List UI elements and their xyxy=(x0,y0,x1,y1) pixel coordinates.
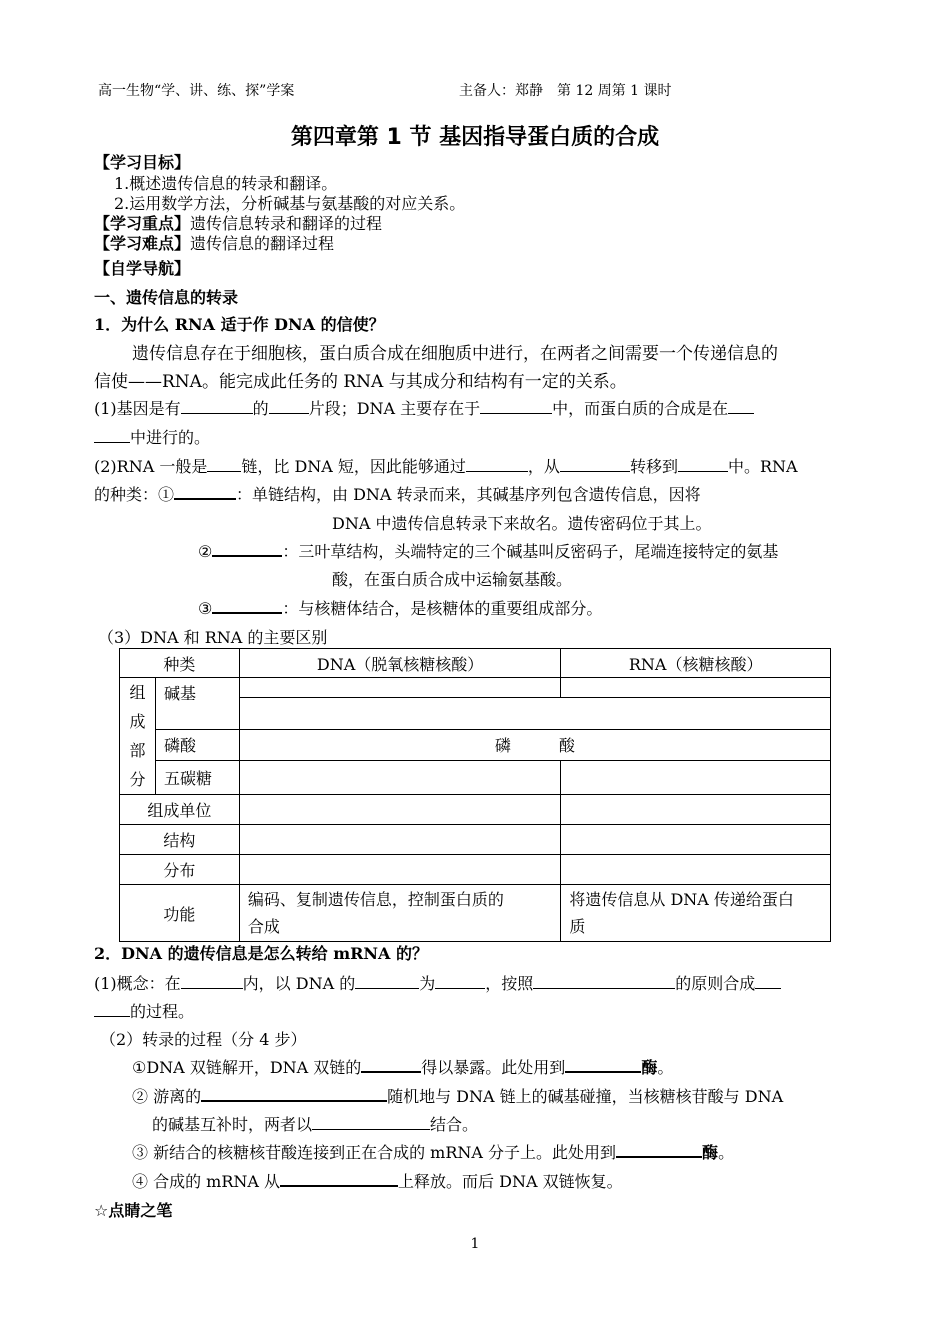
fill-line-4 xyxy=(94,482,701,505)
text: (1)基因是有 xyxy=(94,399,181,418)
function-dna-text: 合成 xyxy=(247,917,280,936)
function-dna-text: 编码、复制遗传信息，控制蛋白质的 xyxy=(247,890,504,909)
function-rna-text: 质 xyxy=(569,917,586,936)
text: 内，以 DNA 的 xyxy=(242,974,356,993)
text: 随机地与 DNA 链上的碱基碰撞，当核糖核苷酸与 DNA xyxy=(387,1087,784,1106)
blank[interactable] xyxy=(181,972,243,989)
sugar-rna-cell[interactable] xyxy=(561,760,831,795)
section1-heading: 一、遗传信息的转录 xyxy=(94,288,239,307)
text: ，按照 xyxy=(485,974,534,993)
text: 酶 xyxy=(641,1058,658,1077)
fill-line-1 xyxy=(94,396,754,419)
text: 的 xyxy=(252,399,269,418)
fill-line-3 xyxy=(94,454,798,477)
function-rna-cell xyxy=(561,885,831,942)
text: ：与核糖体结合，是核糖体的重要组成部分。 xyxy=(282,599,603,618)
key-point-label: 【学习重点】 xyxy=(94,214,191,233)
objective-item: 1.概述遗传信息的转录和翻译。 xyxy=(114,174,338,193)
text: 为 xyxy=(419,974,436,993)
composition-char: 分 xyxy=(129,770,146,789)
step-3 xyxy=(132,1140,734,1163)
blank[interactable] xyxy=(560,455,630,472)
text: 。 xyxy=(657,1058,674,1077)
function-dna-cell xyxy=(239,885,561,942)
distribution-dna-cell[interactable] xyxy=(239,855,561,885)
blank[interactable] xyxy=(94,1000,130,1017)
header-right: 主备人：郑静 第 12 周第 1 课时 xyxy=(459,83,672,99)
steps-heading: （2）转录的过程（分 4 步） xyxy=(100,1030,307,1049)
blank[interactable] xyxy=(565,1055,641,1073)
concept-line-2 xyxy=(94,999,194,1022)
unit-dna-cell[interactable] xyxy=(239,795,561,825)
unit-label: 组成单位 xyxy=(120,795,240,825)
text: 。 xyxy=(718,1143,735,1162)
blank[interactable] xyxy=(533,972,675,989)
fill-line-2 xyxy=(94,425,210,448)
text: 转移到 xyxy=(629,457,678,476)
composition-label xyxy=(120,678,156,795)
objective-item: 2.运用数学方法，分析碱基与氨基酸的对应关系。 xyxy=(114,194,466,213)
text: 的碱基互补时，两者以 xyxy=(152,1115,313,1134)
text: ①DNA 双链解开，DNA 双链的 xyxy=(132,1058,362,1077)
text: 得以暴露。此处用到 xyxy=(421,1058,566,1077)
step-2 xyxy=(132,1084,783,1107)
blank[interactable] xyxy=(361,1055,421,1073)
blank[interactable] xyxy=(755,972,781,989)
fill-line-5: DNA 中遗传信息转录下来故名。遗传密码位于其上。 xyxy=(332,514,712,533)
step-2-cont xyxy=(152,1112,478,1135)
function-rna-text: 将遗传信息从 DNA 传递给蛋白 xyxy=(569,890,794,909)
function-label: 功能 xyxy=(120,885,240,942)
base-label: 碱基 xyxy=(155,678,239,730)
comparison-heading: （3）DNA 和 RNA 的主要区别 xyxy=(98,628,328,647)
question-2: 2．DNA 的遗传信息是怎么转给 mRNA 的？ xyxy=(94,944,429,963)
step-4 xyxy=(132,1169,623,1192)
composition-char: 组 xyxy=(129,683,146,702)
blank[interactable] xyxy=(728,397,754,414)
text: 的原则合成 xyxy=(675,974,756,993)
text: 中。RNA xyxy=(727,457,798,476)
text: (2)RNA 一般是 xyxy=(94,457,208,476)
table-header-rna: RNA（核糖核酸） xyxy=(561,649,831,678)
text: ③ xyxy=(198,599,213,618)
phosphate-value: 磷 酸 xyxy=(239,730,830,760)
text: 上释放。而后 DNA 双链恢复。 xyxy=(398,1172,623,1191)
step-1 xyxy=(132,1055,673,1078)
blank[interactable] xyxy=(616,1140,702,1158)
blank[interactable] xyxy=(355,972,419,989)
text: 片段；DNA 主要存在于 xyxy=(308,399,481,418)
distribution-rna-cell[interactable] xyxy=(561,855,831,885)
self-study-heading: 【自学导航】 xyxy=(94,259,191,278)
distribution-label: 分布 xyxy=(120,855,240,885)
text: 中，而蛋白质的合成是在 xyxy=(552,399,729,418)
sugar-dna-cell[interactable] xyxy=(239,760,561,795)
base-rna-cell[interactable] xyxy=(561,678,831,698)
text: ，从 xyxy=(527,457,560,476)
page-title: 第四章第 1 节 基因指导蛋白质的合成 xyxy=(290,125,660,150)
structure-label: 结构 xyxy=(120,825,240,855)
blank[interactable] xyxy=(435,972,485,989)
text: 的种类：① xyxy=(94,485,175,504)
text: 中进行的。 xyxy=(130,428,211,447)
text: ② 游离的 xyxy=(132,1087,202,1106)
concept-line-1 xyxy=(94,971,781,994)
blank[interactable] xyxy=(678,455,728,472)
paragraph-line: 信使——RNA。能完成此任务的 RNA 与其成分和结构有一定的关系。 xyxy=(94,372,627,392)
composition-char: 部 xyxy=(129,741,146,760)
text: ③ 新结合的核糖核苷酸连接到正在合成的 mRNA 分子上。此处用到 xyxy=(132,1143,617,1162)
objectives-heading: 【学习目标】 xyxy=(94,153,191,172)
key-point-text: 遗传信息转录和翻译的过程 xyxy=(190,214,383,233)
fill-line-7: 酸，在蛋白质合成中运输氨基酸。 xyxy=(332,570,573,589)
key-note-heading: ☆点睛之笔 xyxy=(94,1201,173,1220)
dna-rna-table xyxy=(119,648,831,942)
blank[interactable] xyxy=(181,397,253,414)
page-number: 1 xyxy=(470,1236,480,1252)
text: ：单链结构，由 DNA 转录而来，其碱基序列包含遗传信息，因将 xyxy=(236,485,701,504)
blank[interactable] xyxy=(312,1113,430,1130)
text: 酶 xyxy=(702,1143,719,1162)
fill-line-8 xyxy=(198,596,602,619)
unit-rna-cell[interactable] xyxy=(561,795,831,825)
fill-line-6 xyxy=(198,539,778,562)
blank[interactable] xyxy=(466,455,528,472)
blank[interactable] xyxy=(94,426,130,443)
blank[interactable] xyxy=(480,397,552,414)
table-header-type: 种类 xyxy=(120,649,240,678)
text: (1)概念：在 xyxy=(94,974,181,993)
text: ：三叶草结构，头端特定的三个碱基叫反密码子，尾端连接特定的氨基 xyxy=(282,542,779,561)
blank[interactable] xyxy=(207,455,241,472)
table-header-dna: DNA（脱氧核糖核酸） xyxy=(239,649,561,678)
structure-dna-cell[interactable] xyxy=(239,825,561,855)
text: 链，比 DNA 短，因此能够通过 xyxy=(241,457,466,476)
structure-rna-cell[interactable] xyxy=(561,825,831,855)
text: 的过程。 xyxy=(130,1002,195,1021)
blank[interactable] xyxy=(269,397,309,414)
text: 结合。 xyxy=(430,1115,479,1134)
text: ④ 合成的 mRNA 从 xyxy=(132,1172,281,1191)
difficulty-text: 遗传信息的翻译过程 xyxy=(190,234,335,253)
question-1: 1．为什么 RNA 适于作 DNA 的信使？ xyxy=(94,315,385,334)
paragraph-line: 遗传信息存在于细胞核，蛋白质合成在细胞质中进行，在两者之间需要一个传递信息的 xyxy=(132,344,778,364)
composition-char: 成 xyxy=(129,712,146,731)
blank[interactable] xyxy=(174,482,236,500)
difficulty-label: 【学习难点】 xyxy=(94,234,191,253)
blank[interactable] xyxy=(212,539,282,557)
text: ② xyxy=(198,542,213,561)
blank[interactable] xyxy=(280,1169,398,1187)
difficulty xyxy=(94,231,334,254)
base-dna-cell[interactable] xyxy=(239,678,561,698)
phosphate-label: 磷酸 xyxy=(155,730,239,760)
blank[interactable] xyxy=(201,1084,387,1102)
blank[interactable] xyxy=(212,596,282,614)
sugar-label: 五碳糖 xyxy=(155,760,239,795)
base-shared-cell[interactable] xyxy=(239,697,830,729)
header-left: 高一生物“学、讲、练、探”学案 xyxy=(98,83,295,99)
